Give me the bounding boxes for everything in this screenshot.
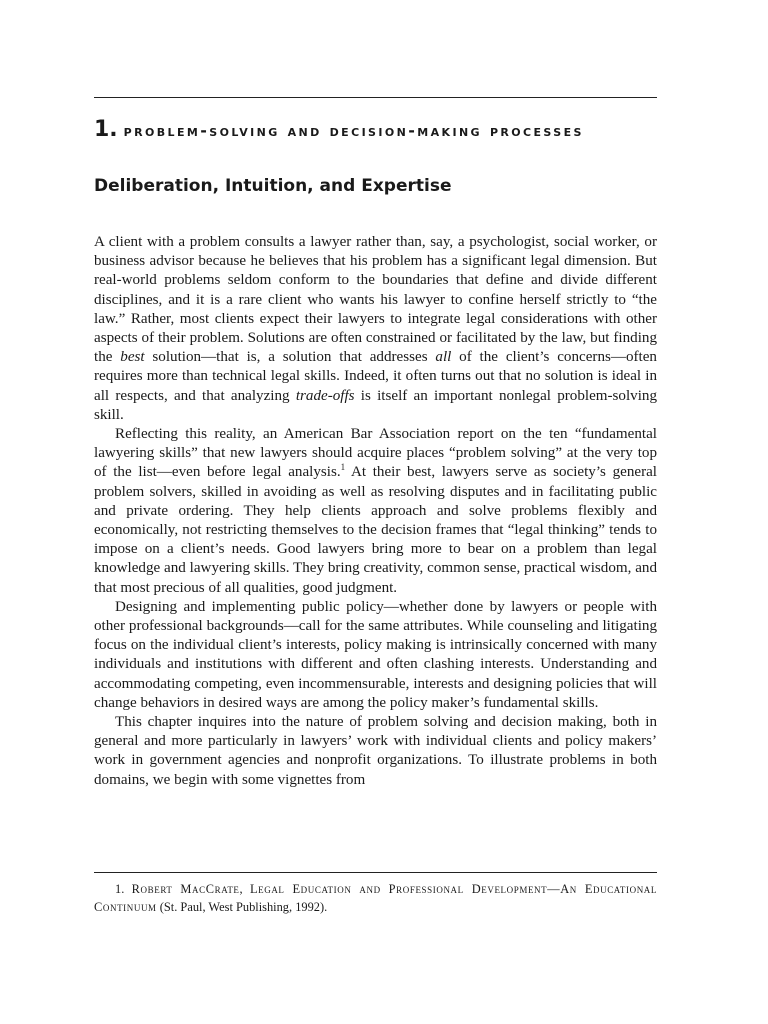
chapter-heading bbox=[94, 116, 657, 144]
paragraph-1-text-b: solution—that is, a solution that addresses bbox=[144, 349, 436, 366]
paragraph-2 bbox=[94, 425, 657, 598]
top-rule bbox=[94, 97, 657, 98]
footnote-publication: (St. Paul, West Publishing, 1992). bbox=[156, 900, 328, 914]
footnote-title: Legal Education and Professional Development—An Educational Continuum bbox=[94, 882, 657, 914]
paragraph-3: Designing and implementing public policy—whether done by lawyers or people with other professional backgrounds—call for the same attributes. While counseling and litigating focus on the individual client’s interests, policy making is intrinsically concerned with many individuals and institutions with different and often clashing interests. Understanding and accommodating competing, even incommensurable, interests and designing policies that will change behaviors in desired ways are among the policy maker’s fundamental skills. bbox=[94, 598, 657, 711]
paragraph-1-text-c: of the client’s concerns—often requires more than technical legal skills. Indeed, it often turns out that no solution is ideal in all respects, and that analyzing bbox=[94, 349, 657, 404]
footnote-authors: Robert MacCrate bbox=[131, 882, 240, 896]
paragraph-2-text-a: Reflecting this reality, an American Bar Association report on the ten “fundamental lawyering skills” that new lawyers should acquire places “problem solving” at the very top of the list—even before legal analysis. bbox=[94, 426, 657, 481]
book-page bbox=[94, 0, 657, 1024]
paragraph-2-text-b: At their best, lawyers serve as society’s general problem solvers, skilled in avoiding as well as resolving disputes and in facilitating public and private ordering. They help clients approach and solve problems flexibly and economically, not restricting themselves to the decision frames that “legal thinking” tends to impose on a client’s needs. Good lawyers bring more to bear on a problem than legal knowledge and lawyering skills. They bring creativity, common sense, practical wisdom, and that most precious of all qualities, good judgment. bbox=[94, 464, 657, 596]
paragraph-4: This chapter inquires into the nature of problem solving and decision making, both in general and more particularly in lawyers’ work with individual clients and policy makers’ work in government agencies and nonprofit organizations. To illustrate problems in both domains, we begin with some vignettes from bbox=[94, 714, 657, 788]
emphasis-trade-offs: trade-offs bbox=[295, 387, 355, 404]
chapter-title: problem-solving and decision-making processes bbox=[123, 121, 584, 140]
footnote bbox=[94, 880, 657, 916]
chapter-subtitle: Deliberation, Intuition, and Expertise bbox=[94, 176, 452, 196]
paragraph-1 bbox=[94, 233, 657, 425]
chapter-number: 1. bbox=[94, 117, 118, 142]
footnote-number: 1. bbox=[115, 882, 125, 896]
body-text bbox=[94, 233, 657, 790]
paragraph-1-text-d: is itself an important nonlegal problem-solving skill. bbox=[94, 387, 657, 423]
footnote-marker[interactable]: 1 bbox=[340, 462, 346, 473]
footnote-separator: , bbox=[239, 882, 250, 896]
emphasis-best: best bbox=[120, 349, 145, 366]
paragraph-1-text-a: A client with a problem consults a lawyer rather than, say, a psychologist, social worker, or business advisor because he believes that his problem has a significant legal dimension. But real-world problems seldom conform to the boundaries that define and divide different disciplines, and it is a rare client who wants his lawyer to confine herself strictly to “the law.” Rather, most clients expect their lawyers to integrate legal considerations with other aspects of their problem. Solutions are often constrained or facilitated by the law, but finding the bbox=[94, 234, 657, 366]
emphasis-all: all bbox=[435, 349, 452, 366]
footnote-rule bbox=[94, 872, 657, 873]
